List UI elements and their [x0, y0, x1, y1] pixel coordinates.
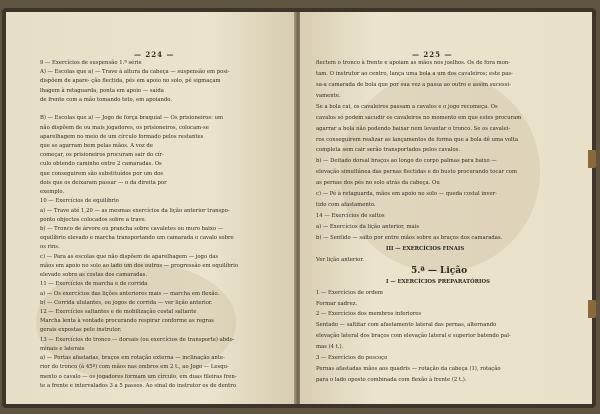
text-line: 3 — Exercícios do pescoço — [316, 355, 388, 362]
text-line: c) — Pé à retaguarda, mãos em apoio no solo — queda costal inver- — [316, 191, 497, 198]
text-line: a) — Portas afastadas, braços em rotação externa — inclinação ante- — [40, 355, 225, 362]
page-tab — [588, 300, 596, 318]
text-line: para o lado oposto combinada com flexão à frente (2 t.). — [316, 377, 467, 384]
text-line: 10 — Exercícios de equilíbrio — [40, 198, 119, 205]
text-line: exemplo. — [40, 189, 65, 196]
text-line: que se agarram bem pelas mãos. A voz de — [40, 143, 153, 149]
text-line: 1 — Exercícios de ordem — [316, 289, 383, 296]
text-line: I — EXERCÍCIOS PREPARATÓRIOS — [386, 278, 490, 285]
text-line: a) — Os exercícios das lições anteriores mais — marcha em flexão. — [40, 290, 220, 297]
text-line: dispõem de apare- ção flectida, pés em apoio no solo, pé sigmaçam — [40, 78, 221, 85]
text-line: não dispõem de ou mais jogadores, os prisioneiros, colocam-se — [40, 124, 209, 131]
text-line: c) — Para as escolas que não dispõem de aparelhagem — jogo das — [40, 253, 219, 260]
text-line: Formar xadrez. — [316, 300, 358, 307]
page-tab — [588, 150, 596, 168]
text-line: te a frente e intervalados 3 a 5 passos. Ao sinal do instrutor os de dentro — [40, 382, 237, 389]
text-line: mas (4 t.). — [316, 344, 344, 351]
text-line: que conseguirem são substituídos por um dos — [40, 170, 164, 177]
text-line: Sentado — saltitar com afastamento lateral das pernas, alternando — [316, 322, 497, 329]
text-line: elevado sobre as costas dos camaradas. — [40, 272, 148, 279]
text-line: rior do tronco (à 45º) com mãos nas ombros em 2 t., ao Jogo — Lesqu- — [40, 364, 229, 371]
text-line: mento o cavalo — os jogadores formam um círculo, em duas fileiras fren- — [40, 373, 237, 380]
text-line: Ver lição anterior. — [316, 256, 364, 263]
text-line: III — EXERCÍCIOS FINAIS — [386, 245, 465, 252]
text-line: dois que os deixaram passar — o da direita por — [40, 179, 167, 186]
text-line: sa-a camarada de bola que por sua vez a passa ao outro e assim sucessi- — [316, 81, 511, 88]
text-line: ros conseguirem realizar as lançamentos de forma que a bola dê uma volta — [316, 136, 519, 143]
text-line: 12 — Exercícios saltantes e de mobilização costal saltante — [40, 309, 197, 315]
text-line: minais e laterais — [40, 345, 85, 352]
text-line: culo obtendo caminho entre 2 camaradas. Os — [40, 161, 162, 168]
text-line: elevação simultânea das pernas flectidas e do busto procurando tocar com — [316, 169, 518, 176]
text-line: as pernas dos pés no solo atrás da cabeça. Ou — [316, 180, 440, 187]
text-line: b) — Deitado dorsal braços ao longo do corpo palmas para baixo — — [316, 158, 497, 165]
text-line: B) — Escolas que a) — Jogo de força braquial — Os prisioneiros: um — [40, 115, 224, 122]
text-line: b) — Tronco de árvore ou prancha sobre cavaletes ou muro baixo — — [40, 226, 223, 232]
text-line: flectem o tronco à frente e apoiam as mãos nos joelhos. Os de fora mon- — [316, 60, 511, 66]
text-line: elevação lateral dos braços com elevação lateral e superior batendo pal- — [316, 333, 511, 340]
text-line: lhagem à retaguarda, ponta em apoio — saída — [40, 87, 164, 94]
text-line: ponto objectos colocados sobre a trave. — [40, 216, 147, 223]
text-line: vamente. — [316, 92, 341, 99]
text-line: 5.ª — Lição — [411, 265, 468, 276]
text-line: b) — Corrida ululantes, ou jogos de corrida — ver lição anterior. — [40, 299, 213, 306]
text-line: Se a bola cai, os cavaleiros passam a cavalos e o jogo recomeça. Os — [316, 103, 498, 110]
text-line: Marcha lenta à vontade procurando respirar conforme as regras — [40, 318, 214, 325]
text-line: a) — Trave até 1,20 — as mesmas exercícios da lição anterior transpo- — [40, 207, 230, 214]
text-line: de frente com a mão tomando teto, em apoiando. — [40, 96, 173, 103]
left-page-number: — 224 — — [134, 50, 175, 59]
text-line: 9 — Exercícios de suspensão 1.ª série — [40, 60, 142, 66]
text-line: começar, os prisioneiros procuram sair do cír- — [40, 152, 164, 159]
text-line: equilíbrio elevado e marcha transportando um camarada o cavalo sobre — [40, 235, 234, 242]
text-line: 13 — Exercícios do tronco — dorsais (ou exercícios de transporte) abdo- — [40, 336, 235, 343]
text-line: 14 — Exercícios de saltos — [316, 213, 385, 220]
text-line: aparelhagem no meio de um círculo formado pelos restantes — [40, 133, 204, 140]
text-line: 2 — Exercícios dos membros inferiores — [316, 311, 422, 318]
text-line: a) — Exercícios da lição anterior, mais — [316, 224, 420, 230]
text-line: Pernas afastadas mãos aos quadris — rotação da cabeça (1), rotação — [316, 366, 501, 373]
text-line: agarrar a bola não podendo baixar nem levantar o tronco. Se os cavalei- — [316, 125, 511, 132]
text-line: tido com afastamento. — [316, 202, 376, 209]
text-line: cavalos só podem sacudir os cavaleiros no momento em que estes procuram — [316, 114, 522, 121]
text-line: b) — Sentido — salto por entre mãos sobre as braços dos camaradas. — [316, 234, 503, 241]
text-line: completa sem cair serão transportados pelos cavalos. — [316, 147, 461, 154]
text-line: tam. O instrutor ao centro, lança uma bola a um dos cavaleiros; este pas- — [316, 70, 513, 77]
text-line: 11 — Exercícios de marcha e de corrida — [40, 281, 148, 288]
text-line: gerais expostas pelo instrutor. — [40, 327, 122, 334]
right-page-number: — 225 — — [412, 50, 453, 59]
text-line: A) — Escolas que a) — Trave à altura da cabeça — suspensão em posi- — [40, 69, 230, 76]
text-line: os rins. — [40, 244, 60, 251]
text-line: mãos em apoio no solo ao lado um dos outros — progressão em equilíbrio — [40, 262, 239, 269]
